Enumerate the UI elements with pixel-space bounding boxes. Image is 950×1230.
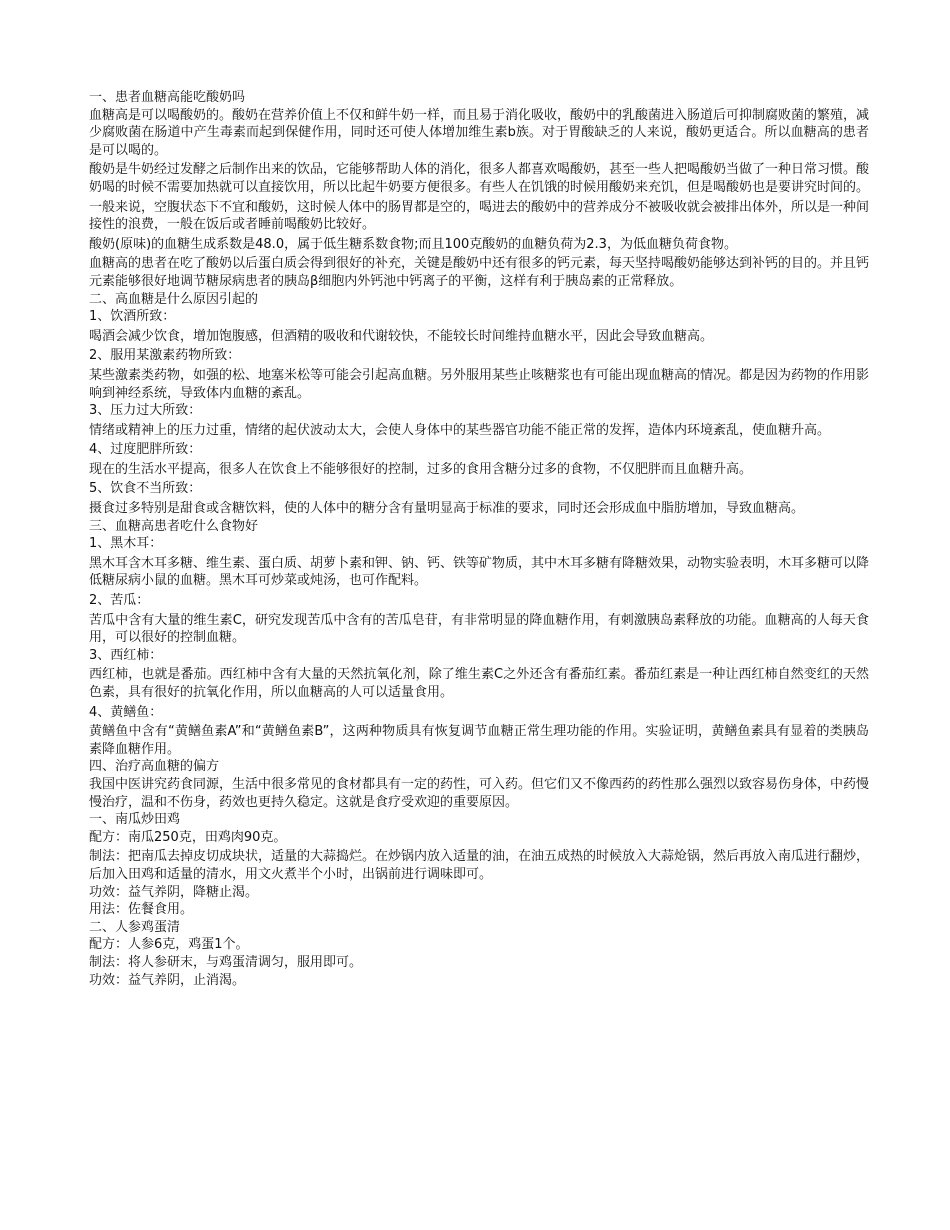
cause-heading-obesity: 4、过度肥胖所致： [89, 442, 202, 458]
food-heading-black-fungus: 1、黑木耳： [89, 536, 163, 552]
document-body [89, 89, 869, 989]
recipe-method-ginseng-egg: 制法：将人参研末，与鸡蛋清调匀，服用即可。 [89, 954, 363, 970]
recipe-title-ginseng-egg: 二、人参鸡蛋清 [89, 919, 181, 935]
cause-heading-alcohol: 1、饮酒所致： [89, 309, 176, 325]
food-text-eel: 黄鳝鱼中含有“黄鳝鱼素A”和“黄鳝鱼素B”，这两种物质具有恢复调节血糖正常生理功能的作用。实验证明，黄鳝鱼素具有显着的类胰岛素降血糖作用。 [89, 724, 869, 757]
cause-text-hormone: 某些激素类药物，如强的松、地塞米松等可能会引起高血糖。另外服用某些止咳糖浆也有可能出现血糖高的情况。都是因为药物的作用影响到神经系统，导致体内血糖的紊乱。 [89, 367, 870, 401]
paragraph-yogurt-ok: 血糖高是可以喝酸奶的。酸奶在营养价值上不仅和鲜牛奶一样，而且易于消化吸收，酸奶中的乳酸菌进入肠道后可抑制腐败菌的繁殖，减少腐败菌在肠道中产生毒素而起到保健作用，同时还可使人体增加维生素b族。对于胃酸缺乏的人来说，酸奶更适合。所以血糖高的患者是可以喝的。 [89, 107, 870, 158]
cause-text-obesity: 现在的生活水平提高，很多人在饮食上不能够很好的控制，过多的食用含糖分过多的食物，不仅肥胖而且血糖升高。 [89, 461, 753, 477]
recipe-effect-pumpkin-frog: 功效：益气养阴，降糖止渴。 [89, 884, 259, 900]
food-text-black-fungus: 黑木耳含木耳多糖、维生素、蛋白质、胡萝卜素和钾、钠、钙、铁等矿物质，其中木耳多糖有降糖效果，动物实验表明，木耳多糖可以降低糖尿病小鼠的血糖。黑木耳可炒菜或炖汤，也可作配料。 [89, 555, 870, 589]
recipe-title-pumpkin-frog: 一、南瓜炒田鸡 [89, 812, 181, 828]
recipe-ingredients-pumpkin-frog: 配方：南瓜250克，田鸡肉90克。 [89, 829, 287, 845]
paragraph-yogurt-fermented: 酸奶是牛奶经过发酵之后制作出来的饮品，它能够帮助人体的消化，很多人都喜欢喝酸奶，甚至一些人把喝酸奶当做了一种日常习惯。酸奶喝的时候不需要加热就可以直接饮用，所以比起牛奶要方便很多。有些人在饥饿的时候用酸奶来充饥，但是喝酸奶也是要讲究时间的。 [89, 162, 870, 195]
cause-heading-stress: 3、压力过大所致： [89, 403, 202, 419]
cause-heading-hormone: 2、服用某激素药物所致： [89, 348, 241, 364]
cause-heading-diet: 5、饮食不当所致： [89, 481, 202, 497]
section-heading-foods: 三、血糖高患者吃什么食物好 [89, 518, 259, 534]
food-text-tomato: 西红柿，也就是番茄。西红柿中含有大量的天然抗氧化剂，除了维生素C之外还含有番茄红素。番茄红素是一种让西红柿自然变红的天然色素，具有很好的抗氧化作用，所以血糖高的人可以适量食用。 [89, 667, 869, 700]
food-heading-bitter-melon: 2、苦瓜： [89, 593, 150, 609]
food-text-bitter-melon: 苦瓜中含有大量的维生素C，研究发现苦瓜中含有的苦瓜皂苷，有非常明显的降血糖作用，有刺激胰岛素释放的功能。血糖高的人每天食用，可以很好的控制血糖。 [89, 612, 869, 646]
food-heading-eel: 4、黄鳝鱼： [89, 704, 163, 720]
paragraph-calcium: 血糖高的患者在吃了酸奶以后蛋白质会得到很好的补充，关键是酸奶中还有很多的钙元素，每天坚持喝酸奶能够达到补钙的目的。并且钙元素能够很好地调节糖尿病患者的胰岛β细胞内外钙池中钙离子的平衡，这样有利于胰岛素的正常释放。 [89, 256, 870, 289]
section-heading-yogurt: 一、患者血糖高能吃酸奶吗 [89, 90, 246, 105]
paragraph-remedies-intro: 我国中医讲究药食同源，生活中很多常见的食材都具有一定的药性，可入药。但它们又不像西药的药性那么强烈以致容易伤身体，中药慢慢治疗，温和不伤身，药效也更持久稳定。这就是食疗受欢迎的重要原因。 [89, 776, 870, 810]
section-heading-causes: 二、高血糖是什么原因引起的 [89, 291, 259, 307]
paragraph-empty-stomach: 一般来说，空腹状态下不宜和酸奶，这时候人体中的肠胃都是空的，喝进去的酸奶中的营养成分不被吸收就会被排出体外，所以是一种间接性的浪费，一般在饭后或者睡前喝酸奶比较好。 [89, 199, 870, 233]
paragraph-glycemic-index: 酸奶(原味)的血糖生成系数是48.0，属于低生糖系数食物;而且100克酸奶的血糖负荷为2.3，为低血糖负荷食物。 [89, 236, 737, 252]
recipe-ingredients-ginseng-egg: 配方：人参6克，鸡蛋1个。 [89, 937, 249, 953]
section-heading-remedies: 四、治疗高血糖的偏方 [89, 759, 220, 775]
recipe-effect-ginseng-egg: 功效：益气养阴，止消渴。 [89, 972, 246, 988]
cause-text-stress: 情绪或精神上的压力过重，情绪的起伏波动太大，会使人身体中的某些器官功能不能正常的发挥，造体内环境紊乱，使血糖升高。 [89, 422, 831, 438]
cause-text-alcohol: 喝酒会减少饮食，增加饱腹感，但酒精的吸收和代谢较快，不能较长时间维持血糖水平，因此会导致血糖高。 [89, 328, 714, 344]
recipe-usage-pumpkin-frog: 用法：佐餐食用。 [89, 902, 194, 918]
food-heading-tomato: 3、西红柿： [89, 647, 163, 663]
recipe-method-pumpkin-frog: 制法：把南瓜去掉皮切成块状，适量的大蒜捣烂。在炒锅内放入适量的油，在油五成热的时候放入大蒜炝锅，然后再放入南瓜进行翻炒，后加入田鸡和适量的清水，用文火煮半个小时，出锅前进行调味即可。 [89, 849, 870, 882]
cause-text-diet: 摄食过多特别是甜食或含糖饮料，使的人体中的糖分含有量明显高于标准的要求，同时还会形成血中脂肪增加，导致血糖高。 [89, 501, 805, 517]
